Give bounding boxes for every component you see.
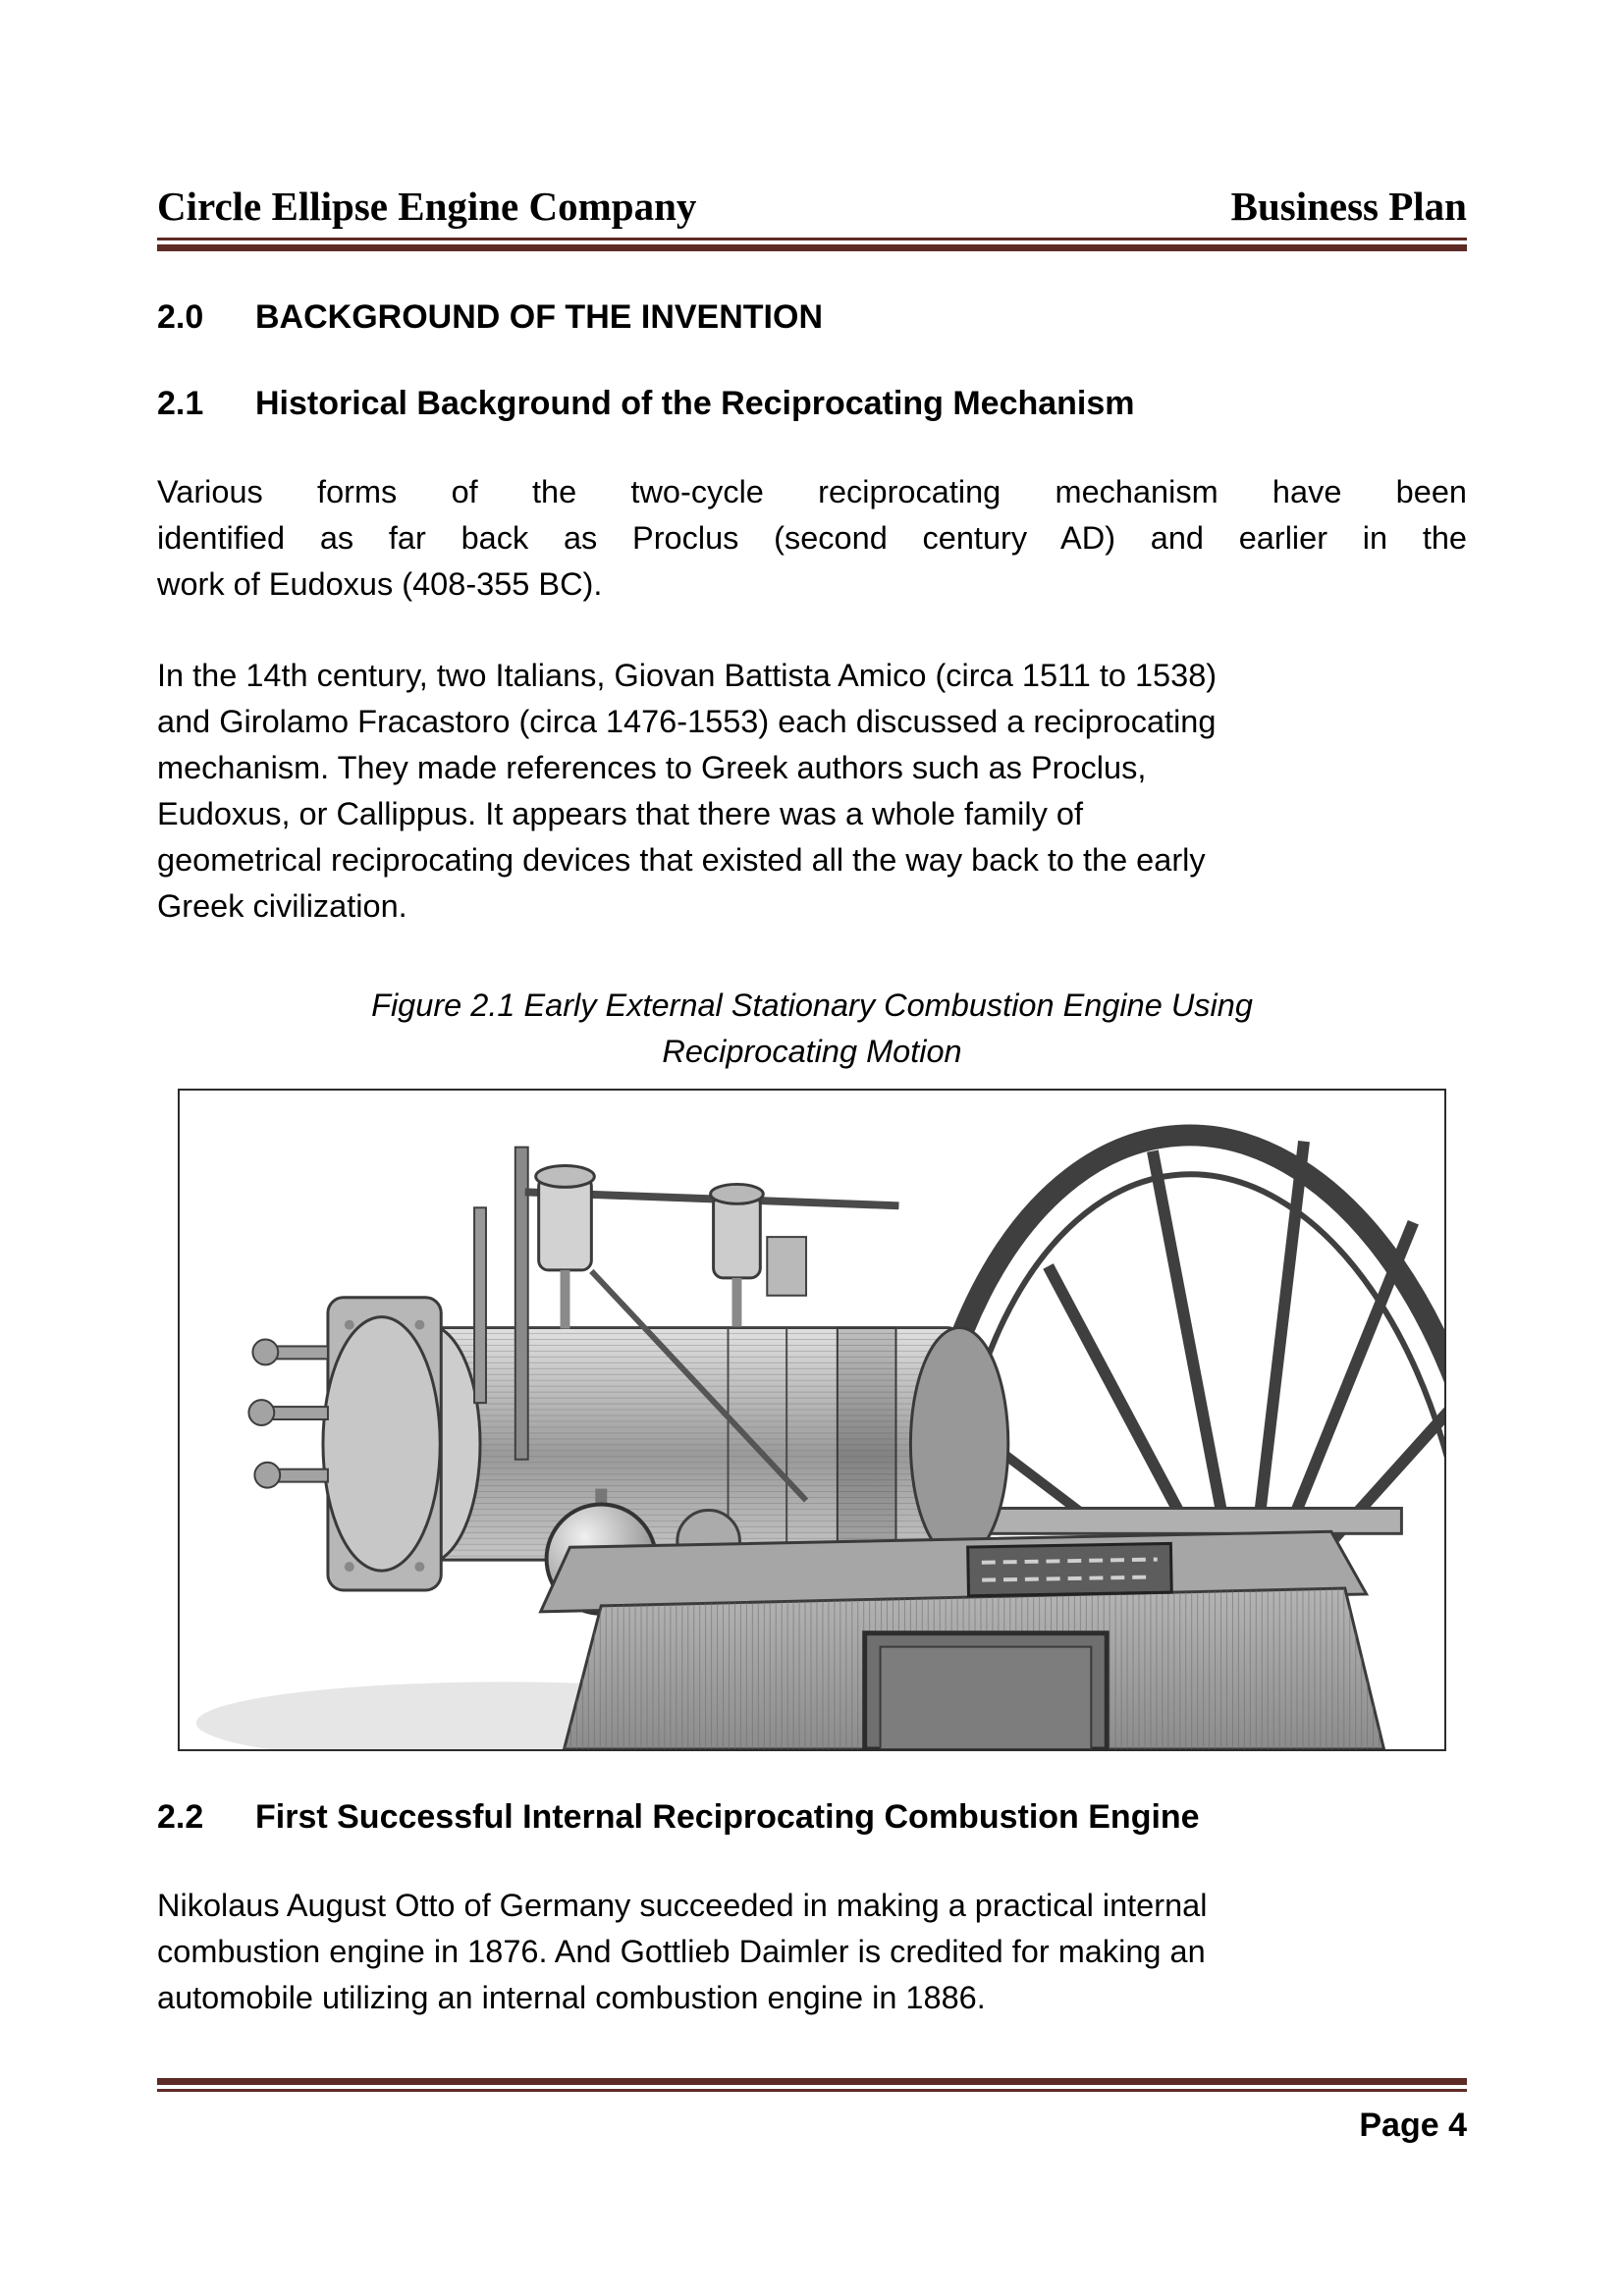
text-line: Nikolaus August Otto of Germany succeeded in making a practical internal [157,1888,1208,1924]
text-line: Greek civilization. [157,888,407,925]
text-line: automobile utilizing an internal combustion engine in 1886. [157,1980,986,2016]
piston-rod [943,1509,1401,1534]
footer-rule-thick-line [157,2078,1467,2085]
figure-caption-line: Reciprocating Motion [662,1034,962,1070]
text-line: Eudoxus, or Callippus. It appears that there was a whole family of [157,796,1083,832]
figure-caption [157,983,1467,1075]
figure-caption-line: Figure 2.1 Early External Stationary Combustion Engine Using [371,988,1253,1024]
figure-box [178,1089,1446,1751]
section-heading-2-0 [157,296,1467,338]
header-rule [157,238,1467,251]
section-heading-2-2 [157,1796,1467,1838]
heading-title: Historical Background of the Reciprocating Mechanism [255,385,1135,423]
footer-rule-thin-line [157,2089,1467,2092]
base-pedestal [541,1531,1384,1749]
nameplate [968,1544,1172,1596]
text-line: combustion engine in 1876. And Gottlieb Daimler is credited for making an [157,1934,1206,1970]
paragraph-14th-century [157,653,1467,930]
page-number: Page 4 [1359,2107,1467,2145]
document-title: Business Plan [1230,184,1467,229]
engine-engraving-image [180,1091,1444,1749]
heading-number: 2.2 [157,1798,204,1837]
heading-number: 2.1 [157,385,204,423]
section-heading-2-1 [157,383,1467,424]
text-line: work of Eudoxus (408-355 BC). [157,566,603,603]
text-line: identified as far back as Proclus (second century AD) and earlier in the [157,520,1467,557]
heading-title: First Successful Internal Reciprocating Combustion Engine [255,1798,1200,1837]
text-line: and Girolamo Fracastoro (circa 1476-1553) each discussed a reciprocating [157,704,1217,740]
text-line: In the 14th century, two Italians, Giovan Battista Amico (circa 1511 to 1538) [157,658,1218,694]
valve-chest [248,1298,441,1590]
text-line: Various forms of the two-cycle reciprocating mechanism have been [157,474,1467,510]
footer-rule [157,2078,1467,2092]
heading-title: BACKGROUND OF THE INVENTION [255,298,823,337]
page-header [157,185,1467,229]
paragraph-otto-daimler [157,1883,1467,2021]
heading-number: 2.0 [157,298,204,337]
text-line: mechanism. They made references to Greek authors such as Proclus, [157,750,1147,786]
paragraph-various-forms [157,469,1467,608]
header-rule-thick-line [157,244,1467,251]
text-line: geometrical reciprocating devices that existed all the way back to the early [157,842,1206,879]
company-name: Circle Ellipse Engine Company [157,184,697,229]
